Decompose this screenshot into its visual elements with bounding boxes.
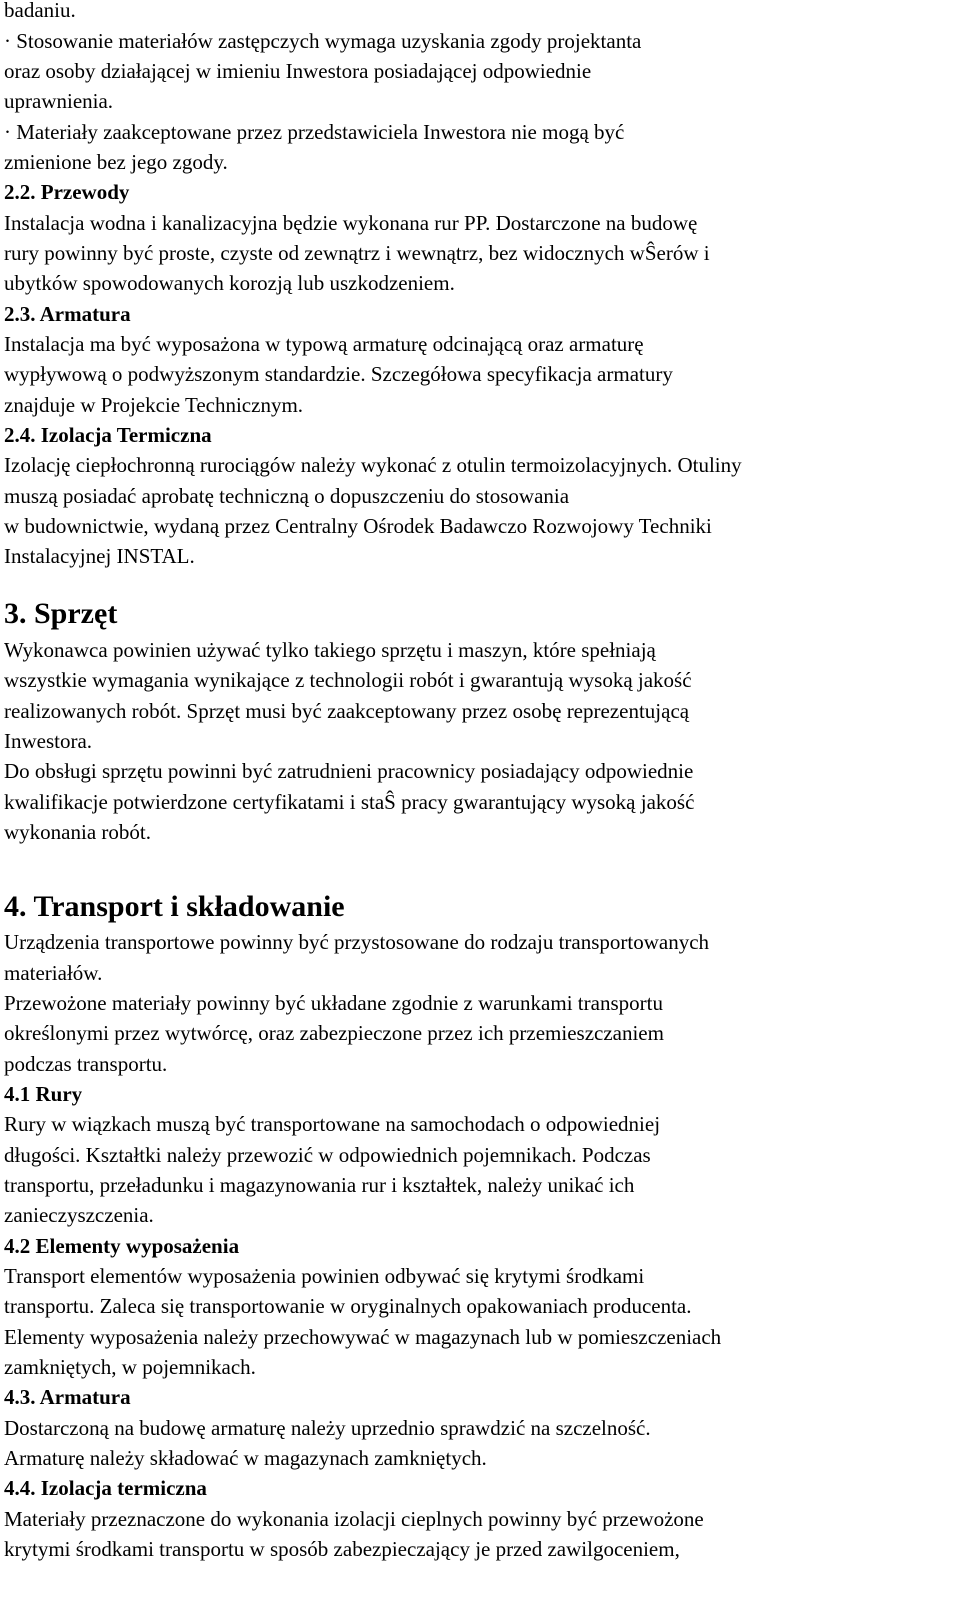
text-line: materiałów. xyxy=(4,961,103,985)
section-heading-2-4: 2.4. Izolacja Termiczna xyxy=(4,423,212,447)
text-line: w budownictwie, wydaną przez Centralny Ośrodek Badawczo Rozwojowy Techniki xyxy=(4,514,712,538)
text-line: Dostarczoną na budowę armaturę należy uprzednio sprawdzić na szczelność. xyxy=(4,1416,651,1440)
text-line: Inwestora. xyxy=(4,729,93,753)
chapter-heading-4: 4. Transport i składowanie xyxy=(4,890,345,923)
chapter-heading-3: 3. Sprzęt xyxy=(4,597,118,630)
bullet-line: · Materiały zaakceptowane przez przedstawiciela Inwestora nie mogą być xyxy=(4,120,625,144)
text-line: Przewożone materiały powinny być układane zgodnie z warunkami transportu xyxy=(4,991,663,1015)
text-line: Materiały przeznaczone do wykonania izolacji cieplnych powinny być przewożone xyxy=(4,1507,704,1531)
text-line: zmienione bez jego zgody. xyxy=(4,150,228,174)
text-line: wszystkie wymagania wynikające z technologii robót i gwarantują wysoką jakość xyxy=(4,668,692,692)
text-line: podczas transportu. xyxy=(4,1052,168,1076)
text-line: Instalacja wodna i kanalizacyjna będzie wykonana rur PP. Dostarczone na budowę xyxy=(4,211,698,235)
text-line: Izolację ciepłochronną rurociągów należy wykonać z otulin termoizolacyjnych. Otuliny xyxy=(4,453,742,477)
text-line: zanieczyszczenia. xyxy=(4,1203,154,1227)
section-heading-4-3: 4.3. Armatura xyxy=(4,1385,131,1409)
text-line: długości. Kształtki należy przewozić w odpowiednich pojemnikach. Podczas xyxy=(4,1143,651,1167)
text-line: Transport elementów wyposażenia powinien odbywać się krytymi środkami xyxy=(4,1264,645,1288)
bullet-line: · Stosowanie materiałów zastępczych wymaga uzyskania zgody projektanta xyxy=(4,29,642,53)
text-line: wypływową o podwyższonym standardzie. Szczegółowa specyfikacja armatury xyxy=(4,362,673,386)
text-line: Rury w wiązkach muszą być transportowane na samochodach o odpowiedniej xyxy=(4,1112,661,1136)
text-line: Do obsługi sprzętu powinni być zatrudnieni pracownicy posiadający odpowiednie xyxy=(4,759,694,783)
text-line: transportu, przeładunku i magazynowania rur i kształtek, należy unikać ich xyxy=(4,1173,635,1197)
text-line: określonymi przez wytwórcę, oraz zabezpieczone przez ich przemieszczaniem xyxy=(4,1021,664,1045)
text-line: Instalacyjnej INSTAL. xyxy=(4,544,195,568)
text-line: Instalacja ma być wyposażona w typową armaturę odcinającą oraz armaturę xyxy=(4,332,644,356)
text-line: rury powinny być proste, czyste od zewnątrz i wewnątrz, bez widocznych wŜerów i xyxy=(4,241,710,265)
text-line: krytymi środkami transportu w sposób zabezpieczający je przed zawilgoceniem, xyxy=(4,1537,680,1561)
section-heading-4-2: 4.2 Elementy wyposażenia xyxy=(4,1234,240,1258)
text-line: kwalifikacje potwierdzone certyfikatami i staŜ pracy gwarantujący wysoką jakość xyxy=(4,790,695,814)
text-line: badaniu. xyxy=(4,0,76,22)
text-line: Armaturę należy składować w magazynach zamkniętych. xyxy=(4,1446,487,1470)
text-line: Wykonawca powinien używać tylko takiego sprzętu i maszyn, które spełniają xyxy=(4,638,656,662)
text-line: transportu. Zaleca się transportowanie w oryginalnych opakowaniach producenta. xyxy=(4,1294,692,1318)
section-heading-4-1: 4.1 Rury xyxy=(4,1082,83,1106)
text-line: oraz osoby działającej w imieniu Inwestora posiadającej odpowiednie xyxy=(4,59,592,83)
text-line: wykonania robót. xyxy=(4,820,151,844)
text-line: realizowanych robót. Sprzęt musi być zaakceptowany przez osobę reprezentującą xyxy=(4,699,690,723)
text-line: zamkniętych, w pojemnikach. xyxy=(4,1355,256,1379)
text-line: znajduje w Projekcie Technicznym. xyxy=(4,393,304,417)
text-line: Urządzenia transportowe powinny być przystosowane do rodzaju transportowanych xyxy=(4,930,710,954)
text-line: uprawnienia. xyxy=(4,89,114,113)
section-heading-2-3: 2.3. Armatura xyxy=(4,302,131,326)
section-heading-4-4: 4.4. Izolacja termiczna xyxy=(4,1476,207,1500)
text-line: ubytków spowodowanych korozją lub uszkodzeniem. xyxy=(4,271,455,295)
section-heading-2-2: 2.2. Przewody xyxy=(4,180,130,204)
text-line: Elementy wyposażenia należy przechowywać w magazynach lub w pomieszczeniach xyxy=(4,1325,722,1349)
text-line: muszą posiadać aprobatę techniczną o dopuszczeniu do stosowania xyxy=(4,484,570,508)
